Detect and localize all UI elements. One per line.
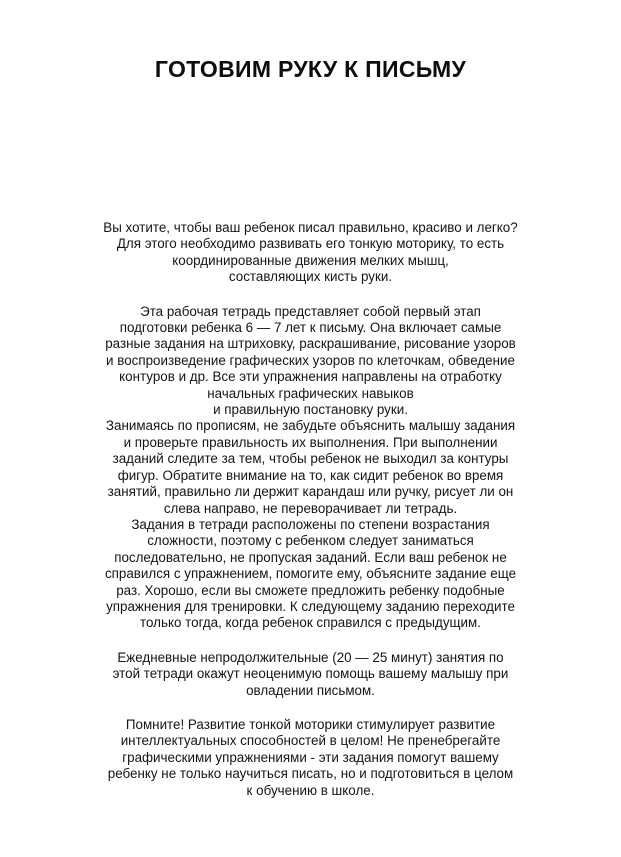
text-line: и правильную постановку руки.: [213, 402, 408, 418]
text-line: начальных графических навыков: [207, 385, 414, 401]
text-line: фигур. Обратите внимание на то, как сидит ребенок во время: [117, 467, 504, 483]
page-title: ГОТОВИМ РУКУ К ПИСЬМУ: [154, 56, 467, 82]
text-line: справился с упражнением, помогите ему, объясните задание еще: [104, 566, 517, 582]
text-line: и проверьте правильность их выполнения. При выполнении: [123, 434, 498, 450]
text-line: Задания в тетради расположены по степени возрастания: [131, 516, 490, 532]
text-line: заданий следите за тем, чтобы ребенок не выходил за контуры: [112, 451, 509, 467]
text-line: последовательно, не пропуская заданий. Если ваш ребенок не: [114, 549, 507, 565]
paragraph-gap: [40, 286, 581, 304]
text-line: Помните! Развитие тонкой моторики стимулирует развитие: [125, 716, 496, 732]
text-line: составляющих кисть руки.: [228, 269, 393, 285]
text-line: к обучению в школе.: [246, 782, 375, 798]
text-line: и воспроизведение графических узоров по клеточкам, обведение: [106, 352, 515, 368]
text-line: раз. Хорошо, если вы сможете предложить ребенку подобные: [116, 582, 505, 598]
text-line: графическими упражнениями - эти задания помогут вашему: [122, 749, 499, 765]
text-line: координированные движения мелких мышц,: [172, 252, 449, 268]
text-line: овладении письмом.: [246, 682, 375, 698]
text-line: Ежедневные непродолжительные (20 — 25 минут) занятия по: [117, 649, 504, 665]
text-line: Для этого необходимо развивать его тонкую моторику, то есть: [116, 236, 505, 252]
text-line: контуров и др. Все эти упражнения направлены на отработку: [119, 369, 502, 385]
paragraph-daily-practice: [40, 650, 581, 699]
paragraph-gap: [40, 699, 581, 717]
text-line: сложности, поэтому с ребенком следует заниматься: [147, 533, 474, 549]
paragraph-intro: [40, 220, 581, 286]
text-line: упражнения для тренировки. К следующему заданию переходите: [106, 598, 515, 614]
text-line: слева направо, не переворачивает ли тетрадь.: [163, 500, 458, 516]
text-line: разные задания на штриховку, раскрашивание, рисование узоров: [105, 336, 516, 352]
text-line: этой тетради окажут неоценимую помощь вашему малышу при: [112, 666, 509, 682]
text-line: интеллектуальных способностей в целом! Не пренебрегайте: [120, 733, 501, 749]
text-line: занятий, правильно ли держит карандаш или ручку, рисует ли он: [107, 484, 514, 500]
text-line: Занимаясь по прописям, не забудьте объяснить малышу задания: [105, 418, 516, 434]
text-line: подготовки ребенка 6 — 7 лет к письму. Она включает самые: [119, 320, 502, 336]
paragraph-description: [40, 304, 581, 632]
paragraph-reminder: [40, 717, 581, 799]
text-line: Эта рабочая тетрадь представляет собой первый этап: [140, 303, 481, 319]
text-line: только тогда, когда ребенок справился с предыдущим.: [140, 615, 481, 631]
paragraph-gap: [40, 632, 581, 650]
text-line: ребенку не только научиться писать, но и подготовиться в целом: [107, 766, 514, 782]
body-text: [40, 220, 581, 799]
text-line: Вы хотите, чтобы ваш ребенок писал правильно, красиво и легко?: [103, 220, 518, 235]
